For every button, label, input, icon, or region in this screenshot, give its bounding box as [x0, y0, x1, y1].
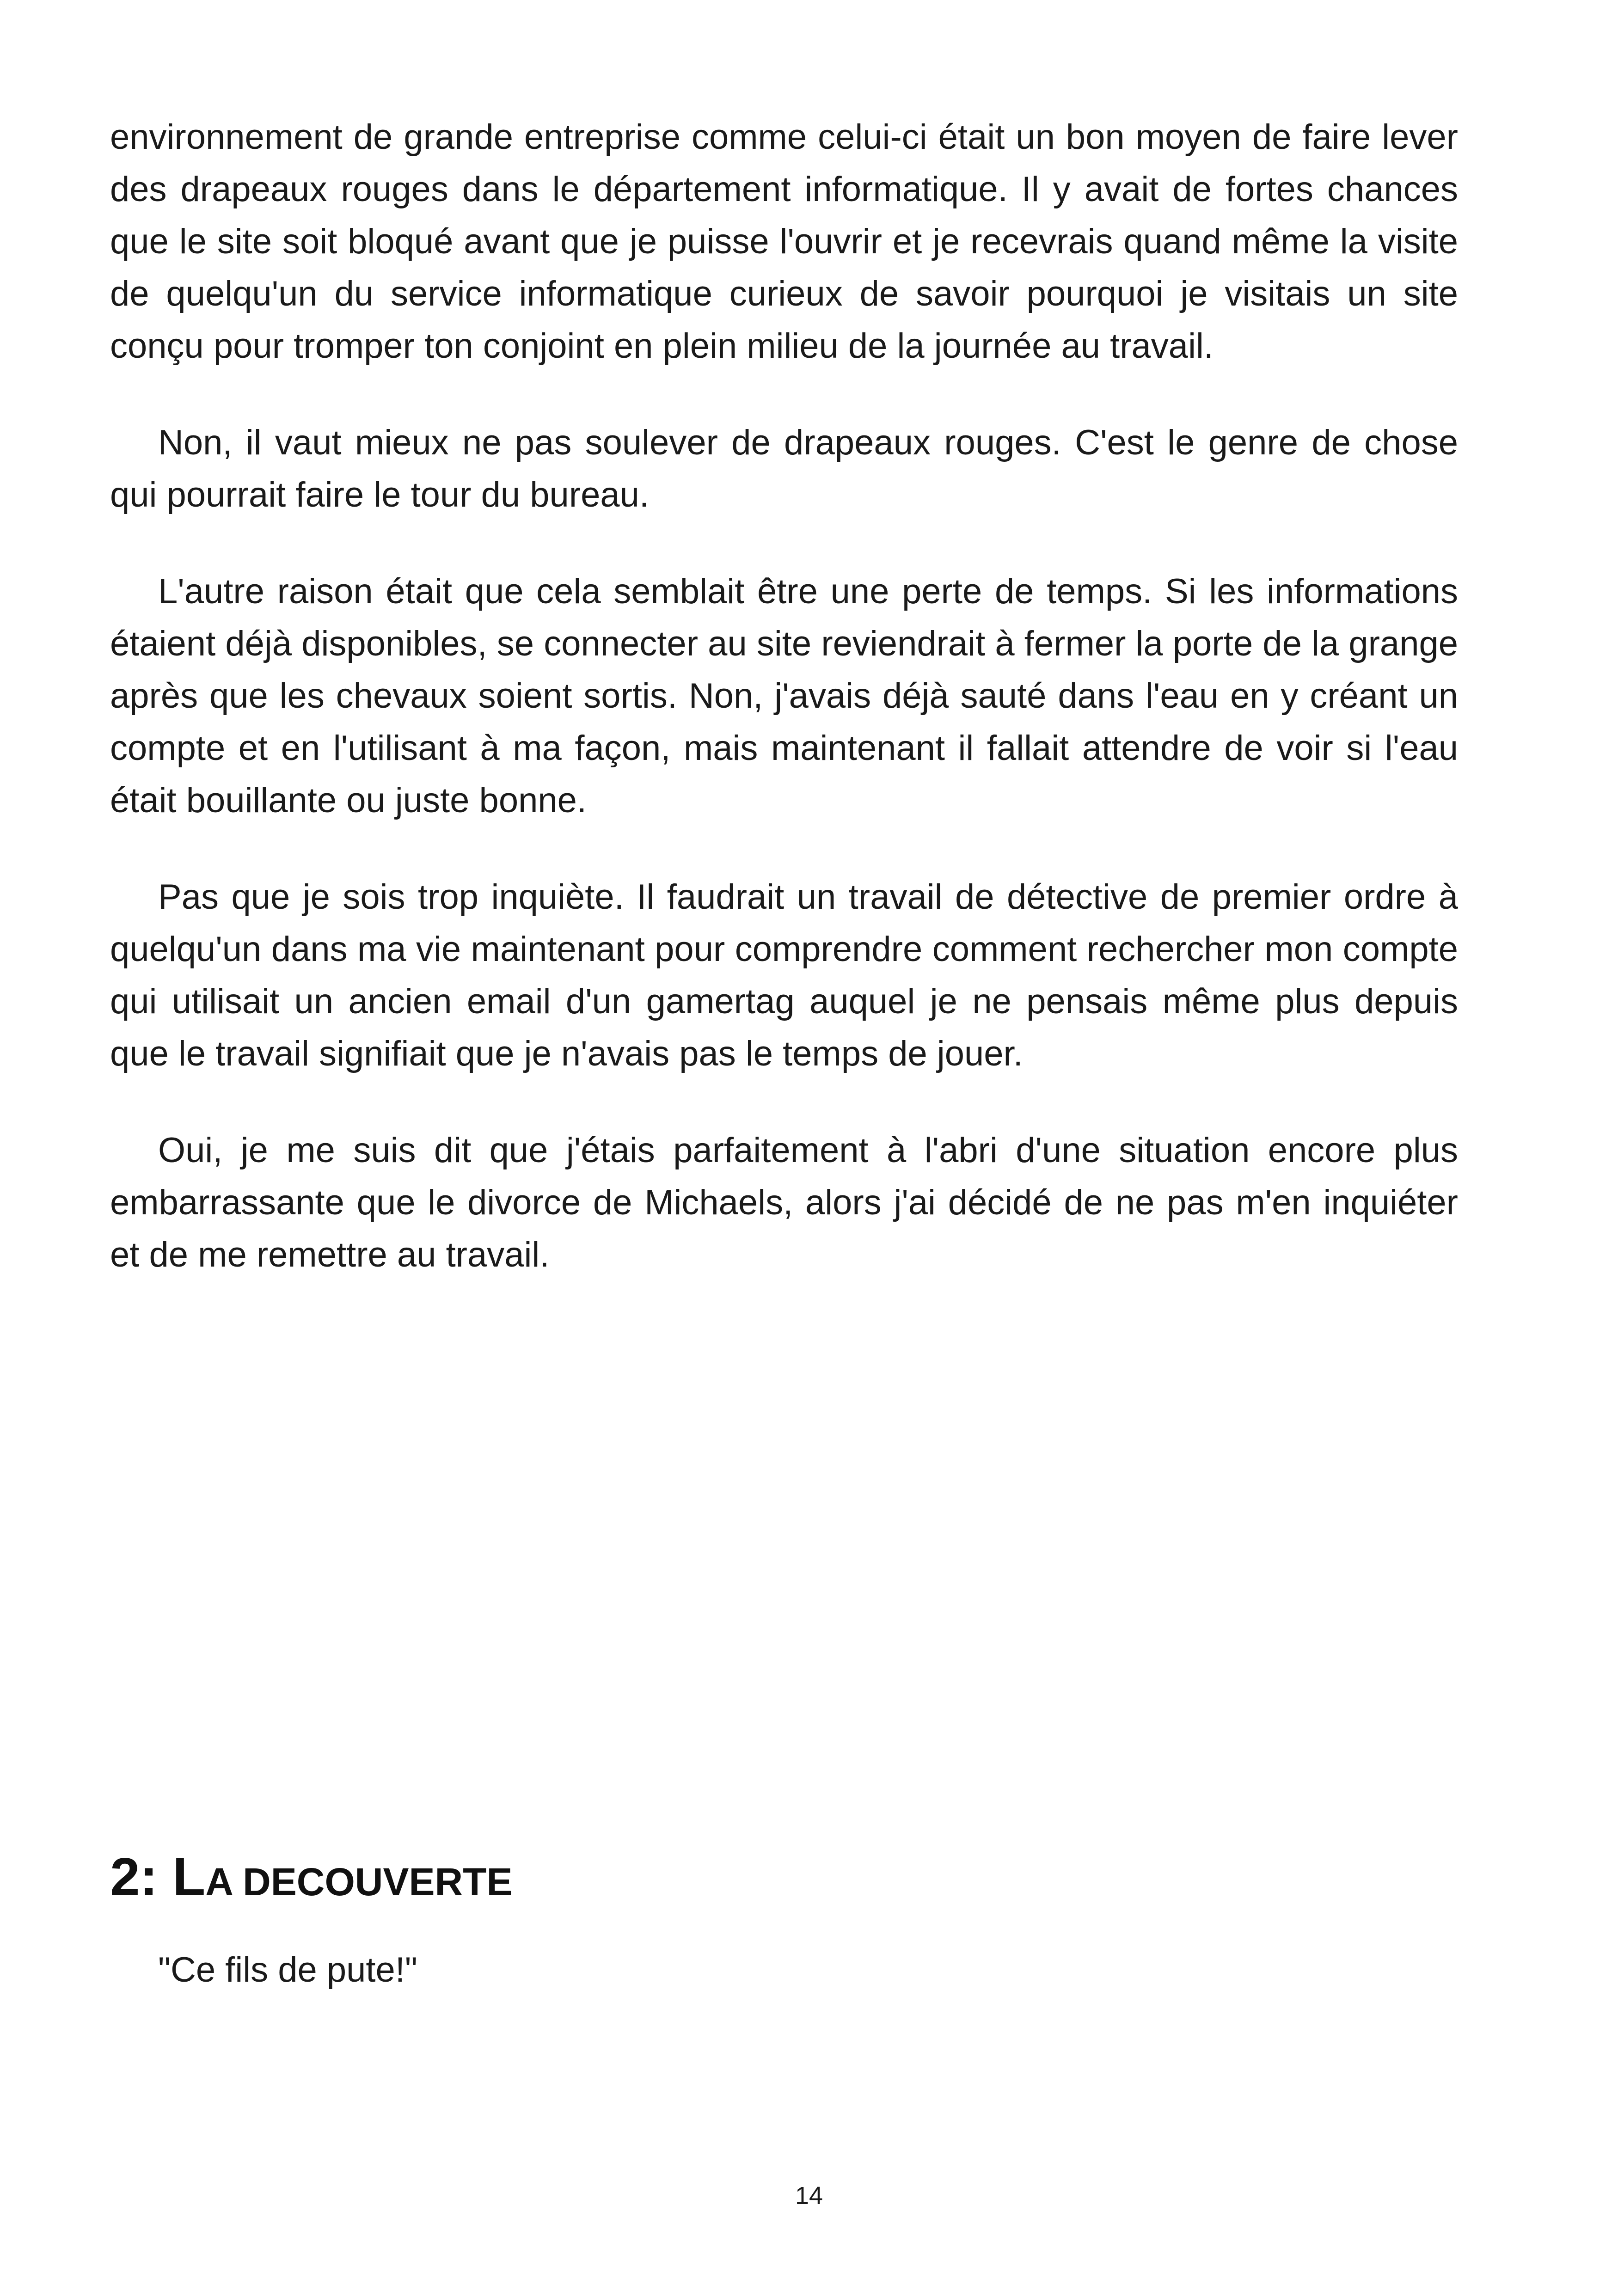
- chapter-title-rest: A DECOUVERTE: [205, 1860, 513, 1904]
- chapter-number: 2:: [110, 1847, 173, 1907]
- paragraph: Non, il vaut mieux ne pas soulever de drapeaux rouges. C'est le genre de chose qui pourrait faire le tour du bureau.: [110, 423, 1458, 514]
- paragraph: Oui, je me suis dit que j'étais parfaitement à l'abri d'une situation encore plus embarrassante que le divorce de Michaels, alors j'ai décidé de ne pas m'en inquiéter et de me remettre au travail.: [110, 1131, 1458, 1274]
- dialogue-line: "Ce fils de pute!": [158, 1950, 417, 1990]
- paragraph: environnement de grande entreprise comme celui-ci était un bon moyen de faire lever des drapeaux rouges dans le département informatique. Il y avait de fortes chances que le site soit bloqué avant que je puisse l'ouvrir et je recevrais quand même la visite de quelqu'un du service informatique curieux de savoir pourquoi je visitais un site conçu pour tromper ton conjoint en plein milieu de la journée au travail.: [110, 117, 1458, 366]
- page-number: 14: [795, 2182, 823, 2210]
- chapter-title-initial: L: [172, 1847, 206, 1907]
- body-text: [110, 111, 1458, 1325]
- chapter-heading: [110, 1844, 513, 1914]
- paragraph: L'autre raison était que cela semblait être une perte de temps. Si les informations étaient déjà disponibles, se connecter au site reviendrait à fermer la porte de la grange après que les chevaux soient sortis. Non, j'avais déjà sauté dans l'eau en y créant un compte et en l'utilisant à ma façon, mais maintenant il fallait attendre de voir si l'eau était bouillante ou juste bonne.: [110, 572, 1458, 820]
- paragraph: Pas que je sois trop inquiète. Il faudrait un travail de détective de premier ordre à quelqu'un dans ma vie maintenant pour comprendre comment rechercher mon compte qui utilisait un ancien email d'un gamertag auquel je ne pensais même plus depuis que le travail signifiait que je n'avais pas le temps de jouer.: [110, 877, 1458, 1073]
